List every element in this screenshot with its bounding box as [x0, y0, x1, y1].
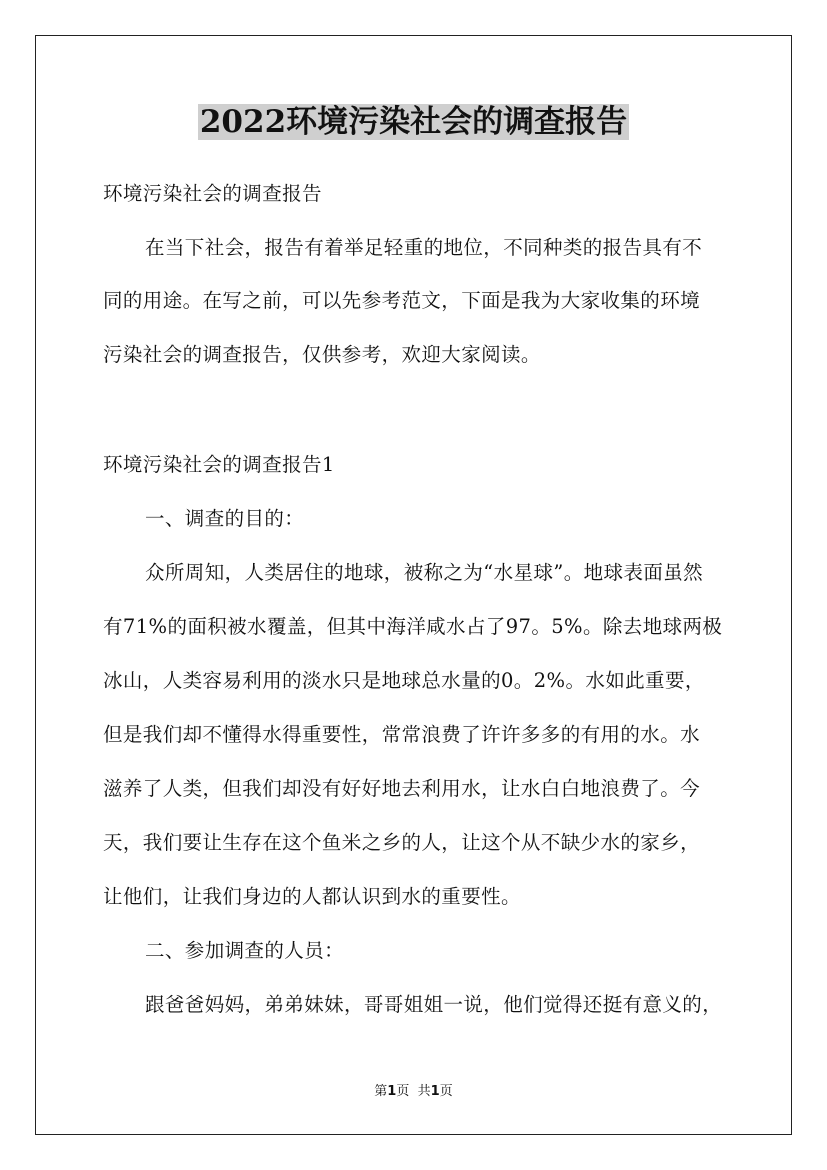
paragraph-line: 天，我们要让生存在这个鱼米之乡的人，让这个从不缺少水的家乡， [103, 831, 701, 854]
paragraph-line: 让他们，让我们身边的人都认识到水的重要性。 [103, 885, 521, 908]
paragraph-line: 有71%的面积被水覆盖，但其中海洋咸水占了97。5%。除去地球两极 [103, 615, 723, 638]
page-suffix: 页 [396, 1084, 410, 1099]
section-heading-1: 环境污染社会的调查报告1 [103, 453, 335, 476]
total-suffix: 页 [439, 1084, 453, 1099]
intro-line-3: 污染社会的调查报告，仅供参考，欢迎大家阅读。 [103, 343, 541, 366]
subtitle-line: 环境污染社会的调查报告 [103, 182, 322, 205]
page-number: 1 [387, 1084, 397, 1099]
intro-line-2: 同的用途。在写之前，可以先参考范文，下面是我为大家收集的环境 [103, 289, 701, 312]
paragraph-line: 冰山，人类容易利用的淡水只是地球总水量的0。2%。水如此重要， [103, 669, 705, 692]
paragraph-line: 众所周知，人类居住的地球，被称之为“水星球”。地球表面虽然 [145, 561, 704, 584]
total-pages: 1 [430, 1084, 440, 1099]
subheading-purpose: 一、调查的目的： [145, 507, 305, 530]
intro-line-1: 在当下社会，报告有着举足轻重的地位，不同种类的报告具有不 [145, 236, 703, 259]
paragraph-line: 滋养了人类，但我们却没有好好地去利用水，让水白白地浪费了。今 [103, 777, 701, 800]
document-title-text: 2022环境污染社会的调查报告 [199, 104, 628, 140]
paragraph-line: 跟爸爸妈妈，弟弟妹妹，哥哥姐姐一说，他们觉得还挺有意义的， [145, 993, 723, 1016]
page-prefix: 第 [374, 1084, 388, 1099]
page-footer [0, 1083, 827, 1101]
document-title [0, 100, 827, 144]
total-prefix: 共 [417, 1084, 431, 1099]
subheading-participants: 二、参加调查的人员： [145, 939, 345, 962]
paragraph-line: 但是我们却不懂得水得重要性，常常浪费了许许多多的有用的水。水 [103, 723, 701, 746]
